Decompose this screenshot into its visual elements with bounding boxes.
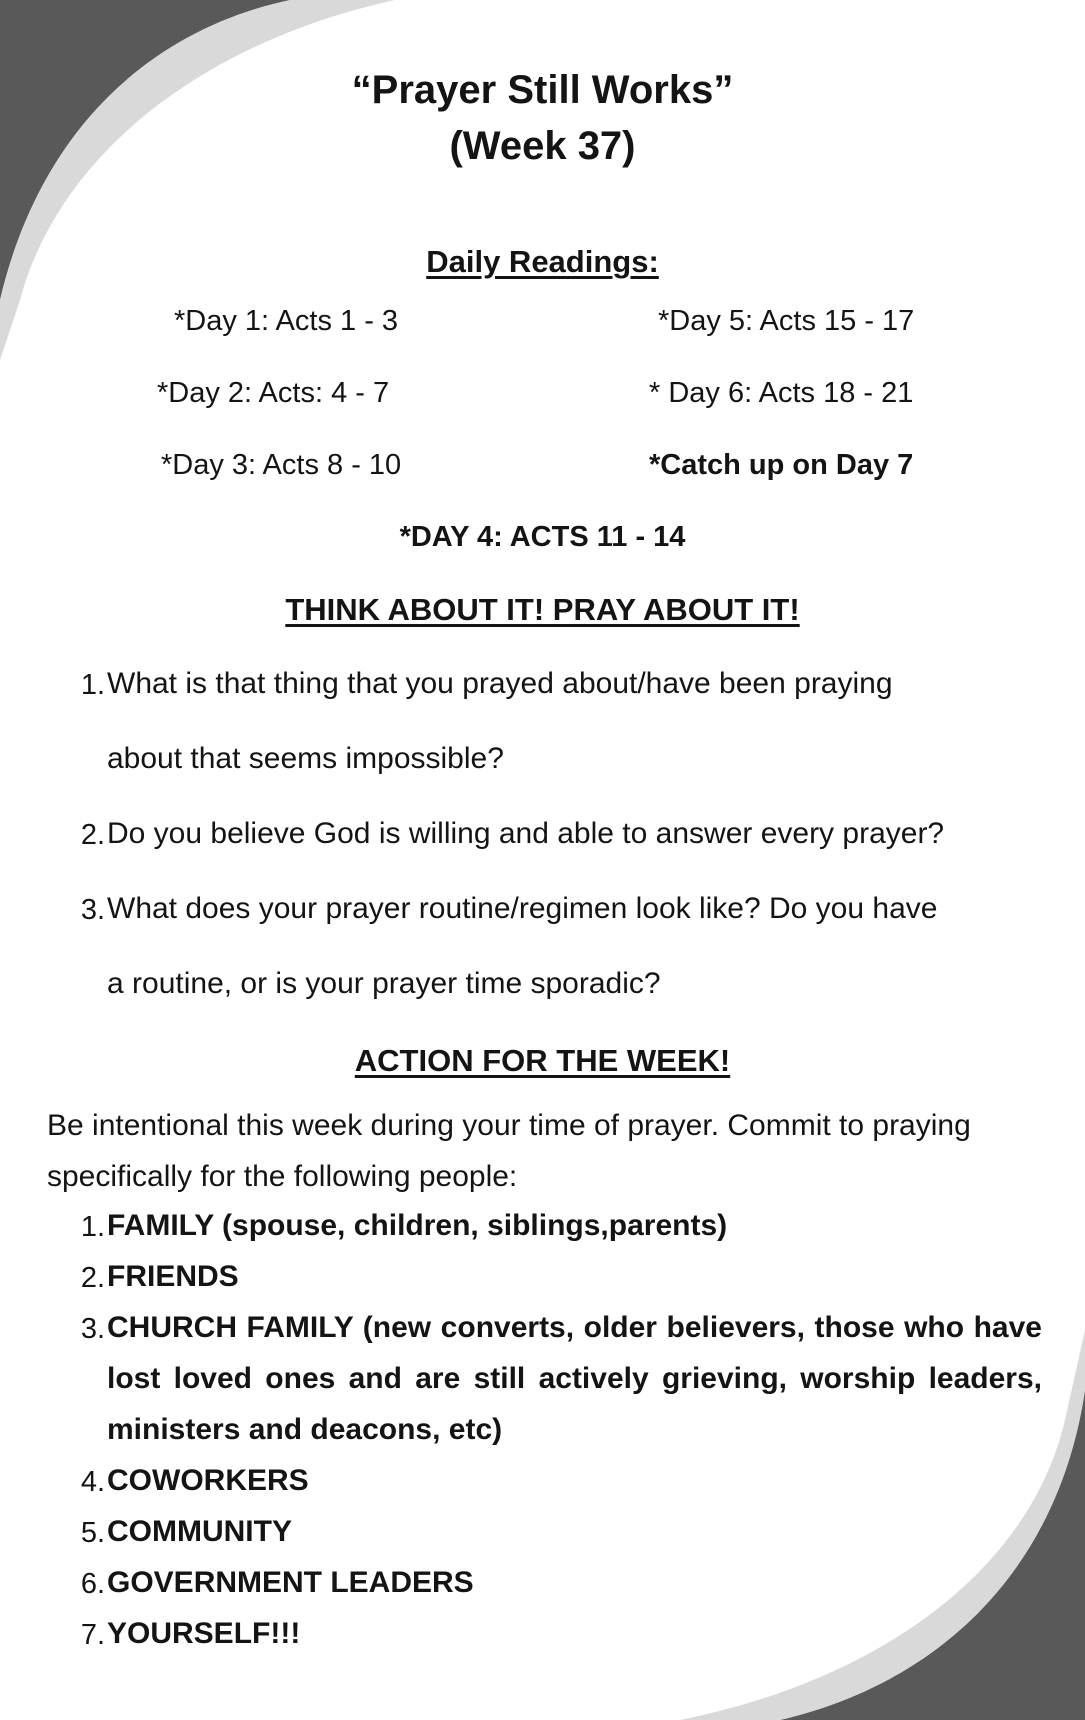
action-heading: ACTION FOR THE WEEK! [354, 1043, 731, 1078]
list-item-family: FAMILY (spouse, children, siblings,parents) [107, 1209, 728, 1242]
reading-day-5: *Day 5: Acts 15 - 17 [658, 305, 915, 337]
list-number: 1. [80, 1211, 105, 1243]
action-intro: Be intentional this week during your time of prayer. Commit to praying specifically for the following people: [47, 1109, 971, 1193]
question-number: 1. [80, 669, 105, 701]
list-number: 7. [80, 1619, 105, 1651]
question-3-line-2: a routine, or is your prayer time sporadic? [107, 967, 661, 1000]
title-line-2: (Week 37) [449, 124, 636, 168]
reading-day-3: *Day 3: Acts 8 - 10 [161, 449, 402, 481]
list-item-government-leaders: GOVERNMENT LEADERS [107, 1566, 474, 1599]
list-item-coworkers: COWORKERS [107, 1464, 309, 1497]
question-3-line-1: What does your prayer routine/regimen look like? Do you have [107, 892, 938, 925]
reading-day-2: *Day 2: Acts: 4 - 7 [157, 377, 390, 409]
question-number: 2. [80, 819, 105, 851]
list-item-friends: FRIENDS [107, 1260, 239, 1293]
reading-day-7: *Catch up on Day 7 [649, 449, 914, 481]
list-item-church-family: CHURCH FAMILY (new converts, older believers, those who have lost loved ones and are still actively grieving, worship leaders, ministers and deacons, etc) [107, 1311, 1042, 1446]
question-1-line-2: about that seems impossible? [107, 742, 504, 775]
question-number: 3. [80, 894, 105, 926]
reading-day-4: *DAY 4: ACTS 11 - 14 [399, 521, 686, 553]
reading-day-6: * Day 6: Acts 18 - 21 [649, 377, 914, 409]
list-number: 3. [80, 1313, 105, 1345]
think-about-it-heading: THINK ABOUT IT! PRAY ABOUT IT! [285, 592, 800, 627]
list-number: 2. [80, 1262, 105, 1294]
list-item-yourself: YOURSELF!!! [107, 1617, 301, 1650]
daily-readings-heading: Daily Readings: [426, 244, 659, 279]
list-number: 6. [80, 1568, 105, 1600]
question-1-line-1: What is that thing that you prayed about/have been praying [107, 667, 893, 700]
list-number: 5. [80, 1517, 105, 1549]
question-2-line-1: Do you believe God is willing and able to answer every prayer? [107, 817, 945, 850]
list-number: 4. [80, 1466, 105, 1498]
title-line-1: “Prayer Still Works” [351, 68, 734, 112]
page-title [0, 62, 1085, 174]
reading-day-1: *Day 1: Acts 1 - 3 [174, 305, 399, 337]
list-item-community: COMMUNITY [107, 1515, 292, 1548]
